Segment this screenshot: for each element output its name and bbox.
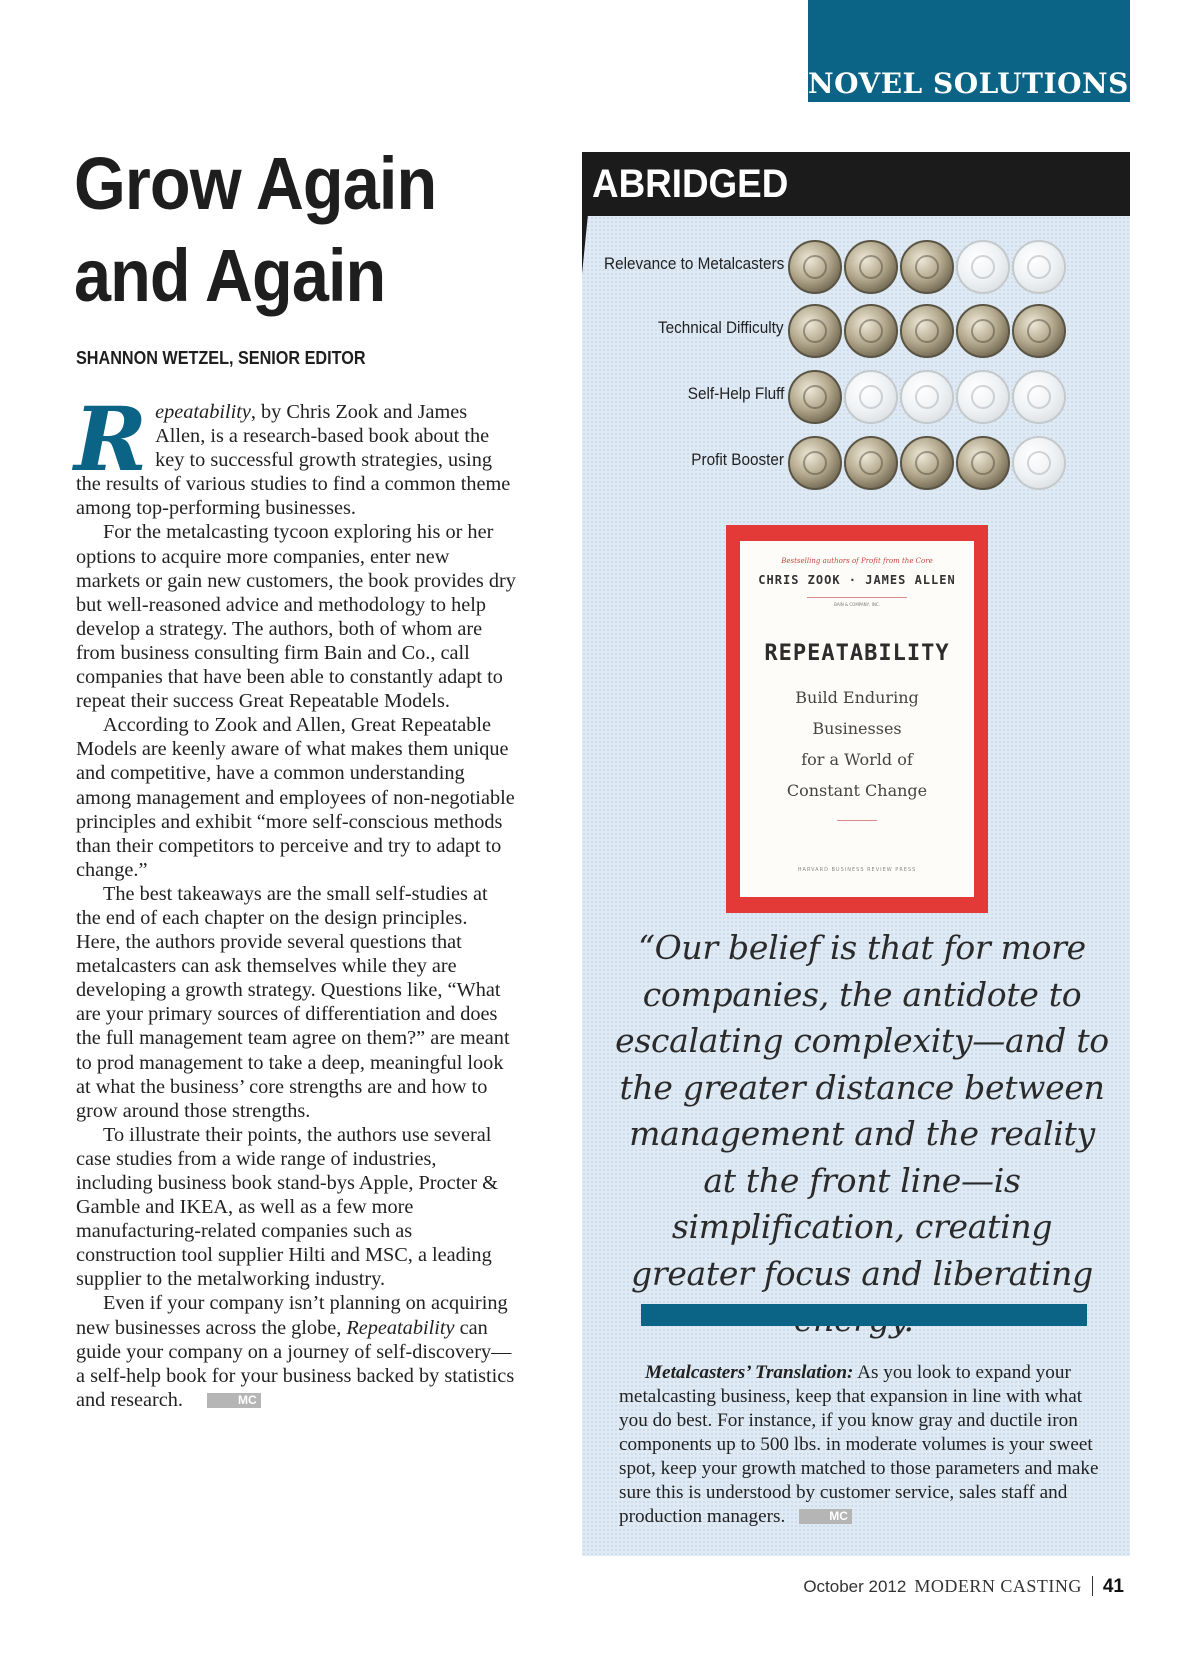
translation-text: As you look to expand your metalcasting business, keep that expansion in line with what you do best. For instance, if you know gray and ductile iron components up to 500 lbs. in moderate volumes is your sweet spot, keep your growth matched to those parameters and make sure this is understood by customer service, sales staff and production managers. <box>619 1362 1099 1527</box>
book-subtitle-line: Businesses <box>812 719 902 738</box>
rating-coin-empty-icon <box>1012 370 1066 424</box>
paragraph-1-text: , by Chris Zook and James Allen, is a research-based book about the key to successful growth strategies, using the results of various studies to find a common theme among top-performing businesses. <box>76 401 511 520</box>
issue-date: October 2012 <box>803 1577 907 1596</box>
sidebar-title: ABRIDGED <box>592 162 789 206</box>
rating-coin-empty-icon <box>1012 240 1066 294</box>
book-divider <box>807 597 907 598</box>
headline-line-1: Grow Again <box>74 142 437 225</box>
book-title-ref-2: Repeatability <box>346 1316 455 1339</box>
section-tab <box>808 0 1130 102</box>
end-mark-badge: MC <box>799 1509 852 1524</box>
section-label: NOVEL SOLUTIONS <box>808 67 1129 100</box>
rating-coin-filled-icon <box>788 370 842 424</box>
paragraph-6 <box>76 1291 516 1411</box>
rating-label: Self-Help Fluff <box>687 384 784 403</box>
book-authors: CHRIS ZOOK · JAMES ALLEN <box>758 573 956 587</box>
magazine-name: MODERN CASTING <box>914 1576 1082 1596</box>
paragraph-5: To illustrate their points, the authors use several case studies from a wide range of industries, including business book stand-bys Apple, Procter & Gamble and IKEA, as well as a few more manufacturing-related companies such as construction tool supplier Hilti and MSC, a leading supplier to the metalworking industry. <box>76 1123 498 1291</box>
book-subtitle <box>740 682 974 806</box>
book-title-ref: epeatability <box>155 401 251 423</box>
rating-coin-filled-icon <box>900 240 954 294</box>
translation-label: Metalcasters’ Translation: <box>645 1362 854 1383</box>
paragraph-6-text-b: can guide your company on a journey of self-discovery—a self-help book for your business backed by statistics and research. <box>76 1316 515 1411</box>
book-publisher: HARVARD BUSINESS REVIEW PRESS <box>797 867 917 873</box>
book-subtitle-line: for a World of <box>801 750 913 769</box>
rating-coin-filled-icon <box>844 436 898 490</box>
sidebar-header <box>582 152 1130 216</box>
rating-coin-filled-icon <box>956 304 1010 358</box>
rating-coin-filled-icon <box>844 240 898 294</box>
paragraph-6-text-a: Even if your company isn’t planning on acquiring new businesses across the globe, <box>76 1292 508 1339</box>
page-title <box>74 138 497 322</box>
rating-coin-filled-icon <box>788 436 842 490</box>
rating-coin-filled-icon <box>956 436 1010 490</box>
book-title: REPEATABILITY <box>764 641 950 666</box>
end-mark-badge: MC <box>207 1393 261 1408</box>
rating-coin-empty-icon <box>844 370 898 424</box>
rating-coin-empty-icon <box>1012 436 1066 490</box>
book-subtitle-line: Build Enduring <box>795 688 919 707</box>
translation-box <box>619 1361 1103 1529</box>
rating-label: Profit Booster <box>691 450 784 469</box>
paragraph-3: According to Zook and Allen, Great Repeatable Models are keenly aware of what makes them unique and competitive, have a common understanding among management and employees of non-negotiable principles and exhibit “more self-conscious methods than their competitors to perceive and try to adapt to change.” <box>76 714 515 881</box>
rating-row-technical-difficulty <box>582 302 1130 362</box>
rating-coin-empty-icon <box>956 240 1010 294</box>
rating-coin-filled-icon <box>900 436 954 490</box>
rating-coin-filled-icon <box>788 304 842 358</box>
rating-coin-filled-icon <box>788 240 842 294</box>
rating-label: Relevance to Metalcasters <box>603 254 784 273</box>
book-subtitle-line: Constant Change <box>786 781 928 800</box>
page-number: 41 <box>1102 1576 1124 1597</box>
book-company: BAIN & COMPANY, INC. <box>834 602 880 607</box>
rating-label: Technical Difficulty <box>658 318 784 337</box>
rating-coin-filled-icon <box>900 304 954 358</box>
quote-divider-bar <box>641 1304 1087 1326</box>
paragraph-4: The best takeaways are the small self-studies at the end of each chapter on the design principles. Here, the authors provide several questions that metalcasters can ask themselves while they are developing a growth strategy. Questions like, “What are your primary sources of differentiation and does the full management team agree on them?” are meant to prod management to take a deep, meaningful look at what the business’ core strengths are and how to grow around those strengths. <box>76 882 510 1122</box>
rating-row-self-help-fluff <box>582 368 1130 428</box>
book-tagline: Bestselling authors of Profit from the Core <box>781 557 933 565</box>
rating-row-relevance <box>582 238 1130 298</box>
rating-coin-filled-icon <box>1012 304 1066 358</box>
footer-separator <box>1092 1576 1093 1596</box>
paragraph-1 <box>74 387 516 520</box>
page-footer <box>803 1576 1124 1598</box>
byline: SHANNON WETZEL, SENIOR EDITOR <box>76 348 366 368</box>
article-body <box>74 387 516 1412</box>
translation-paragraph <box>619 1361 1103 1529</box>
book-cover-inner <box>740 541 974 897</box>
pull-quote: “Our belief is that for more companies, the antidote to escalating complexity—and to the greater distance between management and the reality at the front line—is simplification, creating greater focus and liberating <box>615 928 1109 1293</box>
book-divider-2 <box>837 820 877 821</box>
rating-coin-empty-icon <box>900 370 954 424</box>
drop-cap: R <box>74 387 148 491</box>
rating-coin-filled-icon <box>844 304 898 358</box>
rating-coin-empty-icon <box>956 370 1010 424</box>
paragraph-2: For the metalcasting tycoon exploring his or her options to acquire more companies, enter new markets or gain new customers, the book provides dry but well-reasoned advice and methodology to help develop a strategy. The authors, both of whom are from business consulting firm Bain and Co., call companies that have been able to constantly adapt to repeat their success Great Repeatable Models. <box>76 521 516 713</box>
headline-line-2: and Again <box>74 234 386 317</box>
rating-row-profit-booster <box>582 434 1130 494</box>
book-cover-image <box>726 525 988 913</box>
